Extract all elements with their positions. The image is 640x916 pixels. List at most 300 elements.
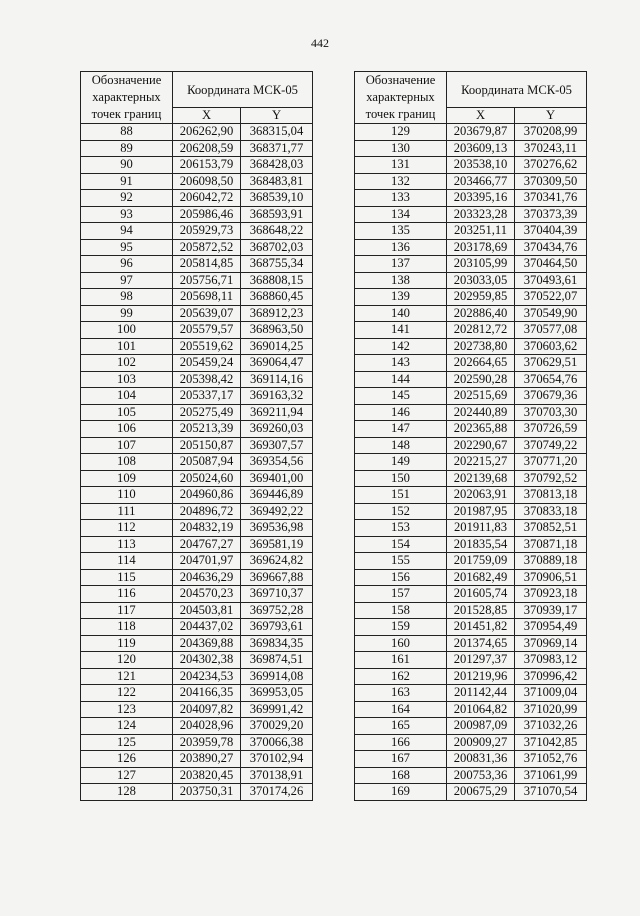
- point-number-cell: 122: [81, 685, 173, 702]
- y-coordinate-cell: 369834,35: [241, 635, 313, 652]
- point-number-cell: 127: [81, 767, 173, 784]
- x-coordinate-cell: 204896,72: [173, 503, 241, 520]
- point-number-cell: 152: [355, 503, 447, 520]
- coordinate-header: Координата МСК-05: [447, 72, 587, 108]
- x-header: X: [173, 108, 241, 124]
- x-coordinate-cell: 200675,29: [447, 784, 515, 801]
- table-row: [81, 140, 313, 157]
- y-coordinate-cell: 369953,05: [241, 685, 313, 702]
- y-coordinate-cell: 371042,85: [515, 734, 587, 751]
- table-row: [355, 173, 587, 190]
- x-coordinate-cell: 201219,96: [447, 668, 515, 685]
- x-coordinate-cell: 205024,60: [173, 470, 241, 487]
- table-row: [355, 355, 587, 372]
- point-number-cell: 124: [81, 718, 173, 735]
- y-coordinate-cell: 370889,18: [515, 553, 587, 570]
- point-number-cell: 126: [81, 751, 173, 768]
- x-coordinate-cell: 205213,39: [173, 421, 241, 438]
- point-number-cell: 123: [81, 701, 173, 718]
- x-coordinate-cell: 201835,54: [447, 536, 515, 553]
- y-coordinate-cell: 368808,15: [241, 272, 313, 289]
- x-coordinate-cell: 206153,79: [173, 157, 241, 174]
- designation-header: Обозначение характерных точек границ: [81, 72, 173, 124]
- point-number-cell: 128: [81, 784, 173, 801]
- y-coordinate-cell: 370493,61: [515, 272, 587, 289]
- y-coordinate-cell: 370066,38: [241, 734, 313, 751]
- table-row: [355, 388, 587, 405]
- y-coordinate-cell: 370549,90: [515, 305, 587, 322]
- y-coordinate-cell: 369446,89: [241, 487, 313, 504]
- x-coordinate-cell: 205150,87: [173, 437, 241, 454]
- point-number-cell: 105: [81, 404, 173, 421]
- y-coordinate-cell: 369536,98: [241, 520, 313, 537]
- point-number-cell: 162: [355, 668, 447, 685]
- x-coordinate-cell: 204503,81: [173, 602, 241, 619]
- x-coordinate-cell: 203679,87: [447, 124, 515, 141]
- y-coordinate-cell: 370029,20: [241, 718, 313, 735]
- x-coordinate-cell: 201759,09: [447, 553, 515, 570]
- point-number-cell: 89: [81, 140, 173, 157]
- table-header-row: [355, 72, 587, 108]
- x-coordinate-cell: 205986,46: [173, 206, 241, 223]
- y-coordinate-cell: 370923,18: [515, 586, 587, 603]
- x-coordinate-cell: 202440,89: [447, 404, 515, 421]
- y-coordinate-cell: 370174,26: [241, 784, 313, 801]
- point-number-cell: 150: [355, 470, 447, 487]
- x-coordinate-cell: 202664,65: [447, 355, 515, 372]
- point-number-cell: 97: [81, 272, 173, 289]
- table-row: [355, 190, 587, 207]
- table-row: [81, 239, 313, 256]
- point-number-cell: 135: [355, 223, 447, 240]
- x-coordinate-cell: 201682,49: [447, 569, 515, 586]
- point-number-cell: 107: [81, 437, 173, 454]
- coordinate-header: Координата МСК-05: [173, 72, 313, 108]
- x-coordinate-cell: 202812,72: [447, 322, 515, 339]
- y-coordinate-cell: 368371,77: [241, 140, 313, 157]
- x-coordinate-cell: 201064,82: [447, 701, 515, 718]
- table-row: [355, 289, 587, 306]
- y-coordinate-cell: 369354,56: [241, 454, 313, 471]
- y-coordinate-cell: 370341,76: [515, 190, 587, 207]
- point-number-cell: 109: [81, 470, 173, 487]
- point-number-cell: 91: [81, 173, 173, 190]
- x-coordinate-cell: 204437,02: [173, 619, 241, 636]
- y-coordinate-cell: 368755,34: [241, 256, 313, 273]
- x-coordinate-cell: 200987,09: [447, 718, 515, 735]
- x-coordinate-cell: 204636,29: [173, 569, 241, 586]
- x-coordinate-cell: 204302,38: [173, 652, 241, 669]
- table-row: [355, 454, 587, 471]
- x-coordinate-cell: 203251,11: [447, 223, 515, 240]
- y-coordinate-cell: 371061,99: [515, 767, 587, 784]
- point-number-cell: 96: [81, 256, 173, 273]
- y-coordinate-cell: 370749,22: [515, 437, 587, 454]
- point-number-cell: 138: [355, 272, 447, 289]
- x-coordinate-cell: 203959,78: [173, 734, 241, 751]
- point-number-cell: 102: [81, 355, 173, 372]
- table-row: [81, 338, 313, 355]
- table-row: [81, 602, 313, 619]
- x-coordinate-cell: 205639,07: [173, 305, 241, 322]
- x-coordinate-cell: 201528,85: [447, 602, 515, 619]
- point-number-cell: 161: [355, 652, 447, 669]
- y-coordinate-cell: 370792,52: [515, 470, 587, 487]
- x-coordinate-cell: 202063,91: [447, 487, 515, 504]
- y-coordinate-cell: 369581,19: [241, 536, 313, 553]
- point-number-cell: 137: [355, 256, 447, 273]
- point-number-cell: 118: [81, 619, 173, 636]
- table-row: [81, 520, 313, 537]
- x-coordinate-cell: 201297,37: [447, 652, 515, 669]
- y-coordinate-cell: 370434,76: [515, 239, 587, 256]
- point-number-cell: 164: [355, 701, 447, 718]
- point-number-cell: 112: [81, 520, 173, 537]
- x-coordinate-cell: 204570,23: [173, 586, 241, 603]
- point-number-cell: 95: [81, 239, 173, 256]
- point-number-cell: 146: [355, 404, 447, 421]
- y-coordinate-cell: 368702,03: [241, 239, 313, 256]
- table-row: [81, 322, 313, 339]
- x-coordinate-cell: 205579,57: [173, 322, 241, 339]
- x-coordinate-cell: 205929,73: [173, 223, 241, 240]
- table-row: [355, 652, 587, 669]
- point-number-cell: 136: [355, 239, 447, 256]
- x-coordinate-cell: 202515,69: [447, 388, 515, 405]
- table-row: [355, 619, 587, 636]
- point-number-cell: 169: [355, 784, 447, 801]
- x-coordinate-cell: 204166,35: [173, 685, 241, 702]
- point-number-cell: 165: [355, 718, 447, 735]
- table-row: [355, 685, 587, 702]
- point-number-cell: 139: [355, 289, 447, 306]
- y-coordinate-cell: 370603,62: [515, 338, 587, 355]
- x-coordinate-cell: 205087,94: [173, 454, 241, 471]
- table-row: [81, 734, 313, 751]
- table-body: [81, 124, 313, 801]
- table-row: [355, 536, 587, 553]
- y-coordinate-cell: 369793,61: [241, 619, 313, 636]
- x-coordinate-cell: 203538,10: [447, 157, 515, 174]
- table-row: [355, 239, 587, 256]
- y-coordinate-cell: 370833,18: [515, 503, 587, 520]
- y-coordinate-cell: 370629,51: [515, 355, 587, 372]
- table-row: [355, 256, 587, 273]
- table-row: [355, 784, 587, 801]
- y-coordinate-cell: 368539,10: [241, 190, 313, 207]
- table-row: [355, 322, 587, 339]
- y-coordinate-cell: 369163,32: [241, 388, 313, 405]
- x-coordinate-cell: 203466,77: [447, 173, 515, 190]
- point-number-cell: 140: [355, 305, 447, 322]
- coordinates-table-left: [80, 71, 313, 801]
- y-coordinate-cell: 370939,17: [515, 602, 587, 619]
- y-coordinate-cell: 370703,30: [515, 404, 587, 421]
- y-coordinate-cell: 371020,99: [515, 701, 587, 718]
- point-number-cell: 155: [355, 553, 447, 570]
- y-coordinate-cell: 369260,03: [241, 421, 313, 438]
- point-number-cell: 117: [81, 602, 173, 619]
- table-row: [81, 470, 313, 487]
- point-number-cell: 90: [81, 157, 173, 174]
- x-coordinate-cell: 200909,27: [447, 734, 515, 751]
- y-coordinate-cell: 369991,42: [241, 701, 313, 718]
- table-row: [355, 767, 587, 784]
- x-coordinate-cell: 202290,67: [447, 437, 515, 454]
- point-number-cell: 160: [355, 635, 447, 652]
- coordinates-table-right: [354, 71, 587, 801]
- y-coordinate-cell: 369752,28: [241, 602, 313, 619]
- point-number-cell: 129: [355, 124, 447, 141]
- x-coordinate-cell: 204097,82: [173, 701, 241, 718]
- table-row: [355, 470, 587, 487]
- table-row: [355, 734, 587, 751]
- y-coordinate-cell: 368593,91: [241, 206, 313, 223]
- table-row: [81, 404, 313, 421]
- x-coordinate-cell: 206208,59: [173, 140, 241, 157]
- table-row: [81, 586, 313, 603]
- y-coordinate-cell: 370954,49: [515, 619, 587, 636]
- point-number-cell: 167: [355, 751, 447, 768]
- x-coordinate-cell: 205337,17: [173, 388, 241, 405]
- x-coordinate-cell: 202365,88: [447, 421, 515, 438]
- x-coordinate-cell: 202139,68: [447, 470, 515, 487]
- point-number-cell: 115: [81, 569, 173, 586]
- table-row: [355, 520, 587, 537]
- y-coordinate-cell: 370243,11: [515, 140, 587, 157]
- y-coordinate-cell: 369307,57: [241, 437, 313, 454]
- table-row: [81, 619, 313, 636]
- table-row: [81, 668, 313, 685]
- point-number-cell: 168: [355, 767, 447, 784]
- y-coordinate-cell: 371070,54: [515, 784, 587, 801]
- y-coordinate-cell: 369710,37: [241, 586, 313, 603]
- y-coordinate-cell: 370906,51: [515, 569, 587, 586]
- y-coordinate-cell: 370726,59: [515, 421, 587, 438]
- point-number-cell: 132: [355, 173, 447, 190]
- table-row: [81, 305, 313, 322]
- y-coordinate-cell: 370771,20: [515, 454, 587, 471]
- x-coordinate-cell: 206042,72: [173, 190, 241, 207]
- x-coordinate-cell: 206262,90: [173, 124, 241, 141]
- y-coordinate-cell: 369874,51: [241, 652, 313, 669]
- x-coordinate-cell: 204767,27: [173, 536, 241, 553]
- y-coordinate-cell: 370522,07: [515, 289, 587, 306]
- y-coordinate-cell: 371009,04: [515, 685, 587, 702]
- x-coordinate-cell: 203323,28: [447, 206, 515, 223]
- point-number-cell: 106: [81, 421, 173, 438]
- y-coordinate-cell: 370996,42: [515, 668, 587, 685]
- y-coordinate-cell: 371052,76: [515, 751, 587, 768]
- x-coordinate-cell: 203395,16: [447, 190, 515, 207]
- x-coordinate-cell: 202215,27: [447, 454, 515, 471]
- table-body: [355, 124, 587, 801]
- point-number-cell: 114: [81, 553, 173, 570]
- table-row: [81, 767, 313, 784]
- point-number-cell: 98: [81, 289, 173, 306]
- x-coordinate-cell: 201374,65: [447, 635, 515, 652]
- table-row: [355, 569, 587, 586]
- table-row: [355, 602, 587, 619]
- table-row: [81, 388, 313, 405]
- table-row: [355, 206, 587, 223]
- x-coordinate-cell: 205756,71: [173, 272, 241, 289]
- table-row: [355, 635, 587, 652]
- point-number-cell: 151: [355, 487, 447, 504]
- table-row: [81, 190, 313, 207]
- point-number-cell: 104: [81, 388, 173, 405]
- table-row: [355, 223, 587, 240]
- point-number-cell: 141: [355, 322, 447, 339]
- y-coordinate-cell: 370969,14: [515, 635, 587, 652]
- y-coordinate-cell: 369014,25: [241, 338, 313, 355]
- x-coordinate-cell: 201605,74: [447, 586, 515, 603]
- x-coordinate-cell: 203609,13: [447, 140, 515, 157]
- table-row: [355, 272, 587, 289]
- point-number-cell: 108: [81, 454, 173, 471]
- point-number-cell: 93: [81, 206, 173, 223]
- point-number-cell: 99: [81, 305, 173, 322]
- x-coordinate-cell: 204234,53: [173, 668, 241, 685]
- y-coordinate-cell: 370983,12: [515, 652, 587, 669]
- point-number-cell: 113: [81, 536, 173, 553]
- table-row: [81, 718, 313, 735]
- y-coordinate-cell: 369064,47: [241, 355, 313, 372]
- point-number-cell: 148: [355, 437, 447, 454]
- y-coordinate-cell: 369114,16: [241, 371, 313, 388]
- point-number-cell: 111: [81, 503, 173, 520]
- point-number-cell: 134: [355, 206, 447, 223]
- point-number-cell: 166: [355, 734, 447, 751]
- x-header: X: [447, 108, 515, 124]
- y-coordinate-cell: 369667,88: [241, 569, 313, 586]
- table-row: [81, 289, 313, 306]
- y-coordinate-cell: 368428,03: [241, 157, 313, 174]
- y-coordinate-cell: 369492,22: [241, 503, 313, 520]
- y-coordinate-cell: 370208,99: [515, 124, 587, 141]
- point-number-cell: 149: [355, 454, 447, 471]
- point-number-cell: 156: [355, 569, 447, 586]
- table-row: [355, 437, 587, 454]
- x-coordinate-cell: 202738,80: [447, 338, 515, 355]
- x-coordinate-cell: 206098,50: [173, 173, 241, 190]
- y-coordinate-cell: 368860,45: [241, 289, 313, 306]
- y-coordinate-cell: 370813,18: [515, 487, 587, 504]
- x-coordinate-cell: 204701,97: [173, 553, 241, 570]
- table-row: [81, 701, 313, 718]
- designation-header: Обозначение характерных точек границ: [355, 72, 447, 124]
- table-row: [355, 487, 587, 504]
- table-row: [355, 404, 587, 421]
- table-row: [355, 668, 587, 685]
- point-number-cell: 159: [355, 619, 447, 636]
- table-row: [81, 256, 313, 273]
- y-coordinate-cell: 370102,94: [241, 751, 313, 768]
- point-number-cell: 158: [355, 602, 447, 619]
- point-number-cell: 121: [81, 668, 173, 685]
- y-coordinate-cell: 370309,50: [515, 173, 587, 190]
- table-row: [81, 223, 313, 240]
- table-row: [81, 652, 313, 669]
- point-number-cell: 120: [81, 652, 173, 669]
- x-coordinate-cell: 200753,36: [447, 767, 515, 784]
- table-row: [355, 421, 587, 438]
- table-row: [81, 553, 313, 570]
- x-coordinate-cell: 205398,42: [173, 371, 241, 388]
- table-row: [355, 718, 587, 735]
- point-number-cell: 94: [81, 223, 173, 240]
- table-header-row: [81, 72, 313, 108]
- y-coordinate-cell: 371032,26: [515, 718, 587, 735]
- x-coordinate-cell: 205519,62: [173, 338, 241, 355]
- x-coordinate-cell: 201142,44: [447, 685, 515, 702]
- table-row: [81, 421, 313, 438]
- table-row: [355, 701, 587, 718]
- point-number-cell: 101: [81, 338, 173, 355]
- table-row: [355, 338, 587, 355]
- point-number-cell: 116: [81, 586, 173, 603]
- table-row: [81, 487, 313, 504]
- table-row: [355, 503, 587, 520]
- table-row: [355, 751, 587, 768]
- table-row: [81, 437, 313, 454]
- point-number-cell: 133: [355, 190, 447, 207]
- table-row: [355, 157, 587, 174]
- x-coordinate-cell: 202886,40: [447, 305, 515, 322]
- x-coordinate-cell: 201451,82: [447, 619, 515, 636]
- y-coordinate-cell: 370464,50: [515, 256, 587, 273]
- y-coordinate-cell: 368912,23: [241, 305, 313, 322]
- point-number-cell: 131: [355, 157, 447, 174]
- point-number-cell: 143: [355, 355, 447, 372]
- y-header: Y: [515, 108, 587, 124]
- x-coordinate-cell: 205814,85: [173, 256, 241, 273]
- table-row: [81, 635, 313, 652]
- x-coordinate-cell: 204832,19: [173, 520, 241, 537]
- table-row: [81, 157, 313, 174]
- x-coordinate-cell: 201987,95: [447, 503, 515, 520]
- table-row: [355, 586, 587, 603]
- x-coordinate-cell: 204028,96: [173, 718, 241, 735]
- table-row: [81, 536, 313, 553]
- x-coordinate-cell: 205872,52: [173, 239, 241, 256]
- y-coordinate-cell: 370276,62: [515, 157, 587, 174]
- x-coordinate-cell: 202959,85: [447, 289, 515, 306]
- point-number-cell: 88: [81, 124, 173, 141]
- point-number-cell: 92: [81, 190, 173, 207]
- point-number-cell: 103: [81, 371, 173, 388]
- x-coordinate-cell: 200831,36: [447, 751, 515, 768]
- y-header: Y: [241, 108, 313, 124]
- x-coordinate-cell: 205275,49: [173, 404, 241, 421]
- point-number-cell: 125: [81, 734, 173, 751]
- x-coordinate-cell: 205459,24: [173, 355, 241, 372]
- table-row: [81, 124, 313, 141]
- y-coordinate-cell: 370138,91: [241, 767, 313, 784]
- point-number-cell: 142: [355, 338, 447, 355]
- point-number-cell: 100: [81, 322, 173, 339]
- y-coordinate-cell: 370654,76: [515, 371, 587, 388]
- table-row: [81, 272, 313, 289]
- table-row: [81, 355, 313, 372]
- table-row: [81, 503, 313, 520]
- x-coordinate-cell: 203890,27: [173, 751, 241, 768]
- point-number-cell: 154: [355, 536, 447, 553]
- point-number-cell: 153: [355, 520, 447, 537]
- y-coordinate-cell: 369914,08: [241, 668, 313, 685]
- y-coordinate-cell: 368963,50: [241, 322, 313, 339]
- x-coordinate-cell: 203178,69: [447, 239, 515, 256]
